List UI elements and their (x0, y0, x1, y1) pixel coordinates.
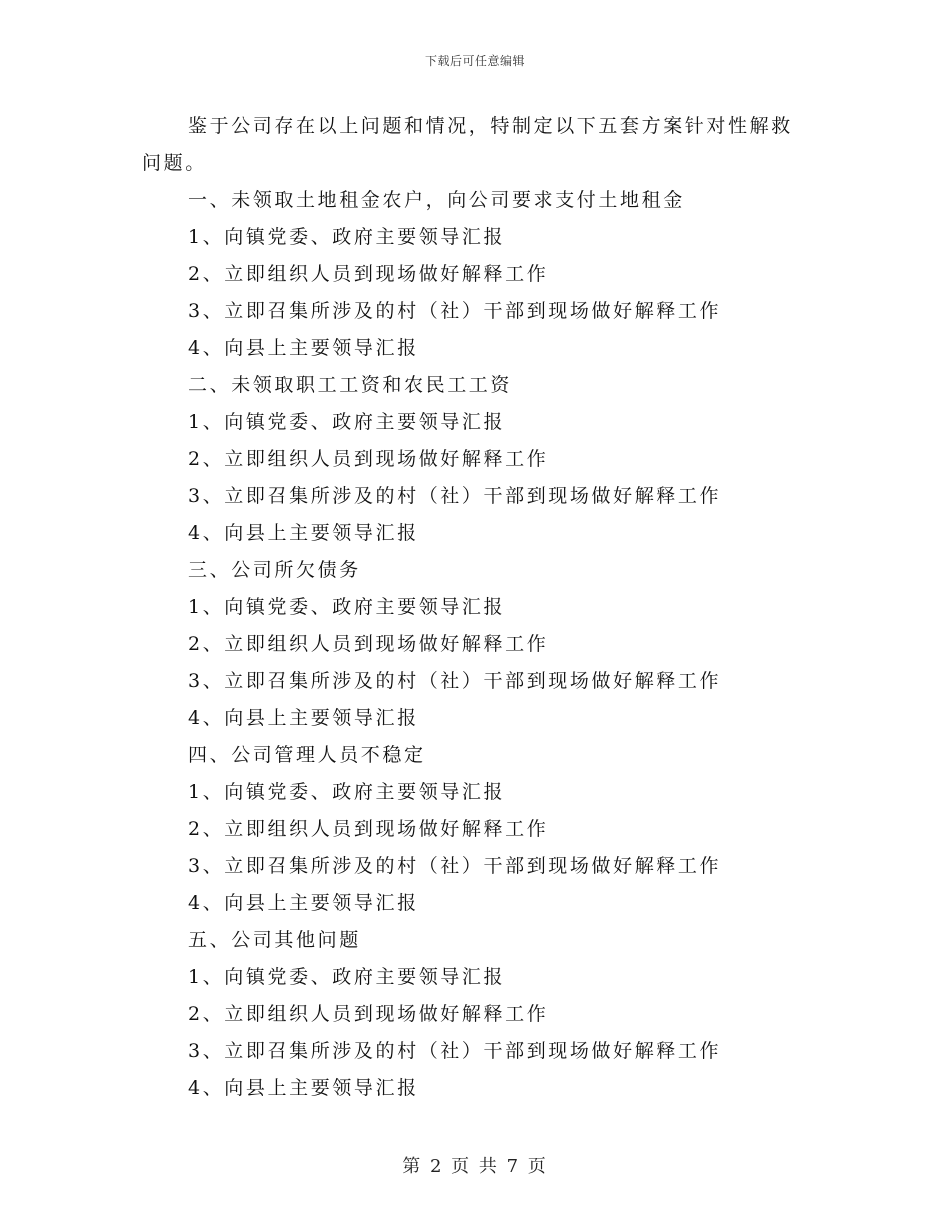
section-item: 4、向县上主要领导汇报 (188, 522, 419, 544)
page-number: 第 2 页 共 7 页 (402, 1156, 548, 1177)
section-item: 1、向镇党委、政府主要领导汇报 (188, 226, 506, 248)
section-item: 3、立即召集所涉及的村（社）干部到现场做好解释工作 (188, 485, 722, 507)
section-item: 4、向县上主要领导汇报 (188, 892, 419, 914)
document-body (142, 108, 808, 1107)
section-item: 2、立即组织人员到现场做好解释工作 (188, 448, 549, 470)
section-title: 二、未领取职工工资和农民工工资 (188, 374, 513, 396)
section-item: 3、立即召集所涉及的村（社）干部到现场做好解释工作 (188, 300, 722, 322)
section-item: 2、立即组织人员到现场做好解释工作 (188, 263, 549, 285)
section-5 (142, 922, 808, 1107)
section-item: 1、向镇党委、政府主要领导汇报 (188, 966, 506, 988)
section-item: 4、向县上主要领导汇报 (188, 337, 419, 359)
section-item: 2、立即组织人员到现场做好解释工作 (188, 818, 549, 840)
section-item: 1、向镇党委、政府主要领导汇报 (188, 781, 506, 803)
page-header: 下载后可任意编辑 (424, 54, 525, 68)
section-2 (142, 367, 808, 552)
section-item: 2、立即组织人员到现场做好解释工作 (188, 633, 549, 655)
section-item: 3、立即召集所涉及的村（社）干部到现场做好解释工作 (188, 1040, 722, 1062)
section-title: 五、公司其他问题 (188, 929, 361, 951)
section-4 (142, 737, 808, 922)
section-item: 4、向县上主要领导汇报 (188, 707, 419, 729)
section-item: 4、向县上主要领导汇报 (188, 1077, 419, 1099)
section-title: 一、未领取土地租金农户，向公司要求支付土地租金 (188, 189, 685, 211)
section-title: 四、公司管理人员不稳定 (188, 744, 426, 766)
section-item: 1、向镇党委、政府主要领导汇报 (188, 411, 506, 433)
section-title: 三、公司所欠债务 (188, 559, 361, 581)
section-item: 2、立即组织人员到现场做好解释工作 (188, 1003, 549, 1025)
section-1 (142, 182, 808, 367)
section-item: 3、立即召集所涉及的村（社）干部到现场做好解释工作 (188, 670, 722, 692)
section-item: 3、立即召集所涉及的村（社）干部到现场做好解释工作 (188, 855, 722, 877)
intro-paragraph: 鉴于公司存在以上问题和情况，特制定以下五套方案针对性解救问题。 (142, 115, 793, 174)
section-3 (142, 552, 808, 737)
section-item: 1、向镇党委、政府主要领导汇报 (188, 596, 506, 618)
